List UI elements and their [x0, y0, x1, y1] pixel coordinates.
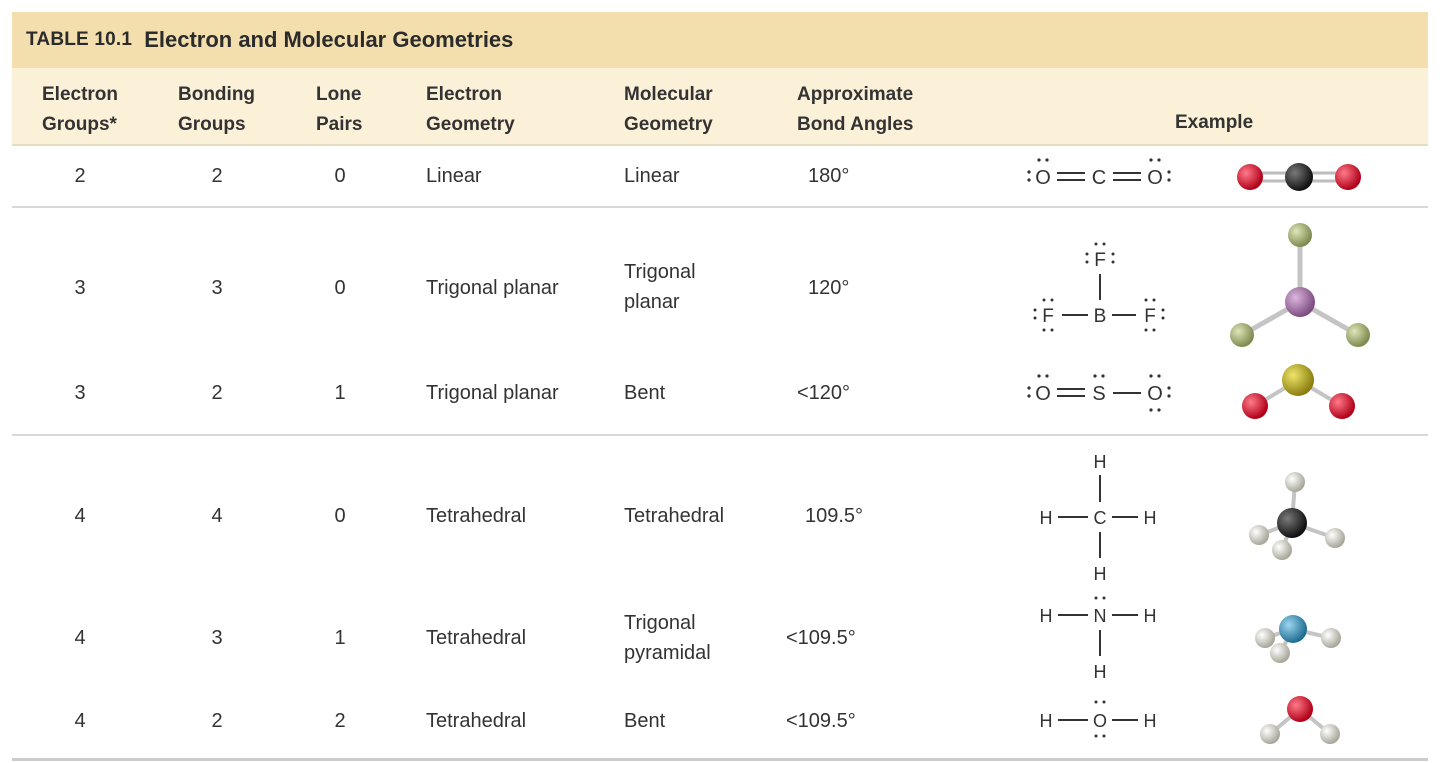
cell-molecular-geometry: Trigonal pyramidal	[624, 612, 711, 664]
svg-text:H: H	[1143, 606, 1157, 626]
lewis-bf3	[1030, 236, 1170, 336]
svg-text:H: H	[1143, 711, 1157, 731]
ch4-model	[1245, 465, 1355, 565]
table-title-bar	[12, 12, 1428, 68]
nh3-model	[1245, 605, 1355, 673]
lewis-so2	[1025, 368, 1185, 418]
cell-bonding-groups: 2	[211, 382, 223, 404]
header-lone-pairs: Lone Pairs	[316, 84, 363, 135]
header-example: Example	[1175, 112, 1254, 133]
cell-lone-pairs: 0	[334, 505, 346, 527]
row-divider	[12, 434, 1428, 436]
svg-text:F: F	[1042, 306, 1054, 327]
header-bond-angles: Approximate Bond Angles	[797, 84, 914, 135]
cell-lone-pairs: 0	[334, 165, 346, 187]
svg-text:H: H	[1039, 711, 1053, 731]
svg-text:F: F	[1094, 250, 1106, 271]
cell-bond-angle: 109.5°	[805, 505, 864, 527]
table-number: TABLE 10.1	[26, 29, 133, 50]
svg-text:O: O	[1092, 711, 1108, 731]
so2-model	[1235, 358, 1365, 426]
cell-electron-groups: 3	[74, 382, 86, 404]
cell-electron-groups: 2	[74, 165, 86, 187]
cell-electron-geometry: Linear	[426, 165, 482, 187]
svg-text:O: O	[1035, 383, 1051, 405]
svg-text:H: H	[1093, 662, 1107, 682]
svg-text:H: H	[1039, 508, 1053, 528]
svg-text:S: S	[1092, 383, 1106, 405]
cell-molecular-geometry: Bent	[624, 710, 666, 732]
cell-lone-pairs: 0	[334, 277, 346, 299]
cell-molecular-geometry: Trigonal planar	[624, 261, 696, 313]
header-electron-groups: Electron Groups*	[42, 84, 119, 135]
row-divider	[12, 206, 1428, 208]
cell-molecular-geometry: Linear	[624, 165, 680, 187]
h2o-model	[1250, 690, 1350, 750]
cell-bond-angle: <109.5°	[786, 627, 856, 649]
cell-lone-pairs: 1	[334, 382, 346, 404]
cell-molecular-geometry: Bent	[624, 382, 666, 404]
cell-lone-pairs: 1	[334, 627, 346, 649]
lewis-nh3	[1030, 592, 1170, 684]
cell-bond-angle: <120°	[797, 382, 851, 404]
cell-electron-geometry: Tetrahedral	[426, 627, 527, 649]
cell-lone-pairs: 2	[334, 710, 346, 732]
svg-text:C: C	[1091, 167, 1107, 189]
svg-text:H: H	[1093, 452, 1107, 472]
header-bonding-groups: Bonding Groups	[178, 84, 256, 135]
cell-bond-angle: 120°	[808, 277, 850, 299]
svg-text:F: F	[1144, 306, 1156, 327]
table-bottom-rule	[12, 758, 1428, 761]
svg-text:O: O	[1035, 167, 1051, 189]
cell-electron-groups: 4	[74, 710, 86, 732]
cell-electron-geometry: Trigonal planar	[426, 382, 559, 404]
cell-bond-angle: 180°	[808, 165, 850, 187]
lewis-h2o	[1030, 698, 1170, 744]
cell-electron-geometry: Tetrahedral	[426, 505, 527, 527]
cell-electron-groups: 4	[74, 505, 86, 527]
cell-bonding-groups: 2	[211, 165, 223, 187]
bf3-model	[1222, 218, 1382, 356]
lewis-ch4	[1030, 448, 1170, 588]
svg-text:H: H	[1143, 508, 1157, 528]
cell-bonding-groups: 4	[211, 505, 223, 527]
cell-molecular-geometry: Tetrahedral	[624, 505, 725, 527]
cell-electron-geometry: Tetrahedral	[426, 710, 527, 732]
cell-bonding-groups: 2	[211, 710, 223, 732]
svg-text:H: H	[1039, 606, 1053, 626]
svg-text:O: O	[1147, 383, 1163, 405]
svg-text:H: H	[1093, 564, 1107, 584]
svg-text:O: O	[1147, 167, 1163, 189]
cell-electron-geometry: Trigonal planar	[426, 277, 559, 299]
cell-bonding-groups: 3	[211, 627, 223, 649]
cell-electron-groups: 4	[74, 627, 86, 649]
table-title: Electron and Molecular Geometries	[144, 27, 514, 52]
header-molecular-geometry: Molecular Geometry	[624, 84, 713, 135]
cell-bonding-groups: 3	[211, 277, 223, 299]
lewis-co2	[1025, 150, 1185, 202]
svg-text:B: B	[1093, 306, 1107, 327]
cell-bond-angle: <109.5°	[786, 710, 856, 732]
co2-model	[1225, 150, 1375, 202]
svg-text:C: C	[1093, 508, 1107, 528]
cell-electron-groups: 3	[74, 277, 86, 299]
header-electron-geometry: Electron Geometry	[426, 84, 515, 135]
svg-text:N: N	[1093, 606, 1107, 626]
